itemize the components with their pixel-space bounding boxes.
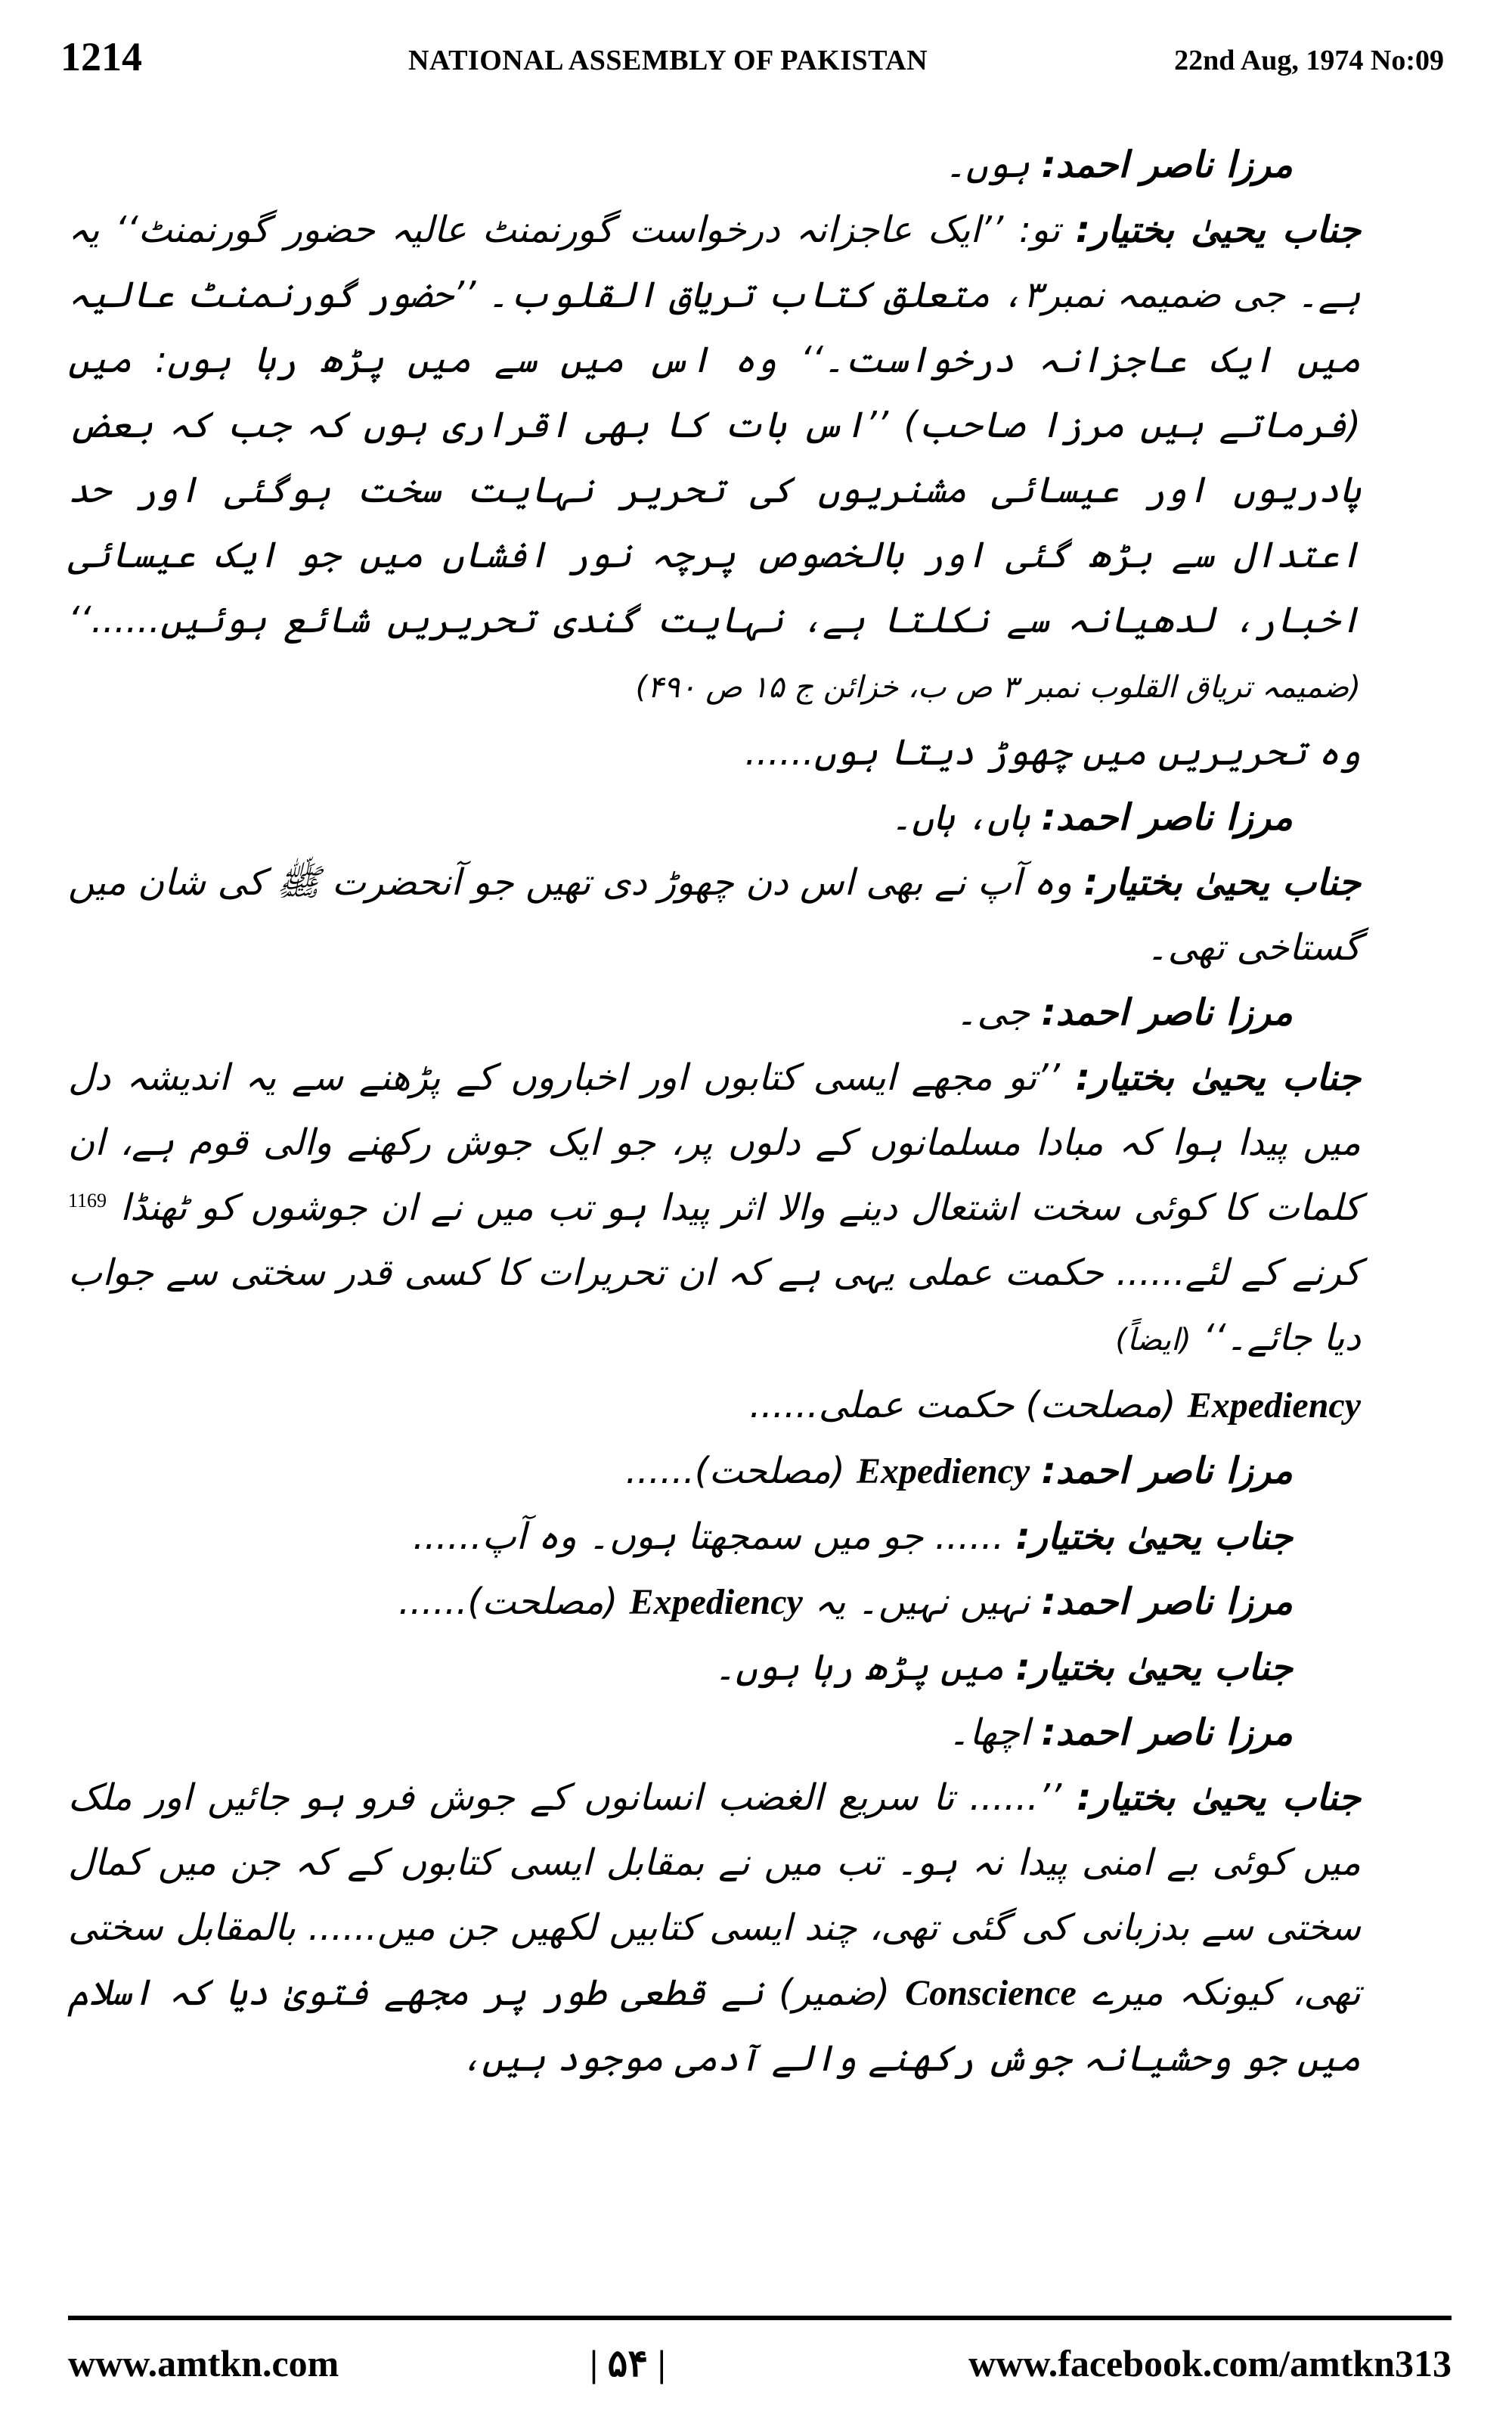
paragraph-13 [68,1700,1459,1765]
speech-text: نہیں نہیں۔ یہ [814,1581,1030,1623]
paragraph-1 [68,132,1459,197]
paragraph-14 [68,1765,1459,2091]
session-date: 22nd Aug, 1974 No:09 [1174,45,1444,76]
paragraph-8 [68,1373,1459,1438]
speech-text: جی۔ [956,991,1030,1034]
paragraph-12 [68,1635,1459,1700]
speaker-label: مرزا ناصر احمد: [1041,1581,1293,1623]
speaker-label: مرزا ناصر احمد: [1041,991,1293,1034]
page-number: 1214 [60,34,142,79]
speech-text: وہ تحریریں میں چھوڑ دیتا ہوں...... [745,731,1361,774]
speaker-label: جناب یحییٰ بختیار: [1083,861,1362,904]
speaker-label: مرزا ناصر احمد: [1041,1711,1293,1754]
paragraph-3 [68,720,1459,785]
english-term: Expediency [856,1451,1030,1491]
speech-text: ہاں، ہاں۔ [891,796,1030,839]
speaker-label: جناب یحییٰ بختیار: [1075,209,1361,251]
speech-text: ہوں۔ [944,144,1030,186]
speaker-label: جناب یحییٰ بختیار: [1077,1776,1361,1819]
english-term: Expediency [629,1582,803,1622]
paragraph-4 [68,785,1459,850]
speech-text: ...... جو میں سمجھتا ہوں۔ وہ آپ...... [413,1516,1005,1558]
page-footer [68,2333,1452,2394]
english-term: Expediency [1187,1385,1361,1426]
speech-text: (مصلحت) حکمت عملی...... [749,1384,1176,1426]
speech-text: ’’تو مجھے ایسی کتابوں اور اخباروں کے پڑھنے سے یہ اندیشہ دل میں پیدا ہوا کہ مبادا مسلمانوں کے دلوں پر، جو ایک جوش رکھنے والی قوم ہے، ان کلمات کا کوئی سخت اشتعال دینے والا اثر پیدا ہو تب میں نے ان جوشوں کو ٹھنڈا [68,1056,1361,1229]
speaker-label: جناب یحییٰ بختیار: [1075,1056,1361,1099]
speech-text: (ضمیر) نے قطعی طور پر مجھے فتویٰ دیا کہ اسلام میں جو وحشیانہ جوش رکھنے والے آدمی موجود ہیں، [68,1972,1361,2080]
citation: (ضمیمہ تریاق القلوب نمبر ۳ ص ب، خزائن ج ۱۵ ص ۴۹۰) [635,670,1361,705]
paragraph-2 [68,197,1459,720]
speech-text: ’’...... تا سریع الغضب انسانوں کے جوش فرو ہو جائیں اور ملک میں کوئی بے امنی پیدا نہ ہو۔ تب میں نے بمقابل ایسی کتابوں کے کہ جن میں کمال سختی سے بدزبانی کی گئی تھی، چند ایسی کتابیں لکھیں جن میں...... بالمقابل سختی تھی، کیونکہ میرے [68,1776,1362,2014]
website-link[interactable]: www.amtkn.com [68,2342,339,2384]
paragraph-7 [68,1045,1459,1373]
speaker-label: جناب یحییٰ بختیار: [1015,1516,1293,1558]
speech-text: اچھا۔ [948,1711,1030,1754]
paragraph-9 [68,1438,1459,1504]
speaker-label: جناب یحییٰ بختیار: [1015,1646,1293,1689]
running-title: NATIONAL ASSEMBLY OF PAKISTAN [408,45,928,76]
speaker-label: مرزا ناصر احمد: [1041,796,1293,839]
facebook-link[interactable]: www.facebook.com/amtkn313 [968,2342,1452,2384]
footnote-marker: 1169 [68,1190,107,1212]
speaker-label: مرزا ناصر احمد: [1041,144,1293,186]
speech-text: تو: ’’ایک عاجزانہ درخواست گورنمنٹ عالیہ حضور گورنمنٹ‘‘ یہ ہے۔ جی ضمیمہ نمبر۳، متعلق کتاب تریاق القلوب۔ ’’حضور گورنمنٹ عالیہ میں ایک عاجزانہ درخواست۔‘‘ وہ اس میں سے میں پڑھ رہا ہوں: میں (فرماتے ہیں مرزا صاحب) ’’اس بات کا بھی اقراری ہوں کہ جب کہ بعض پادریوں اور عیسائی مشنریوں کی تحریر نہایت سخت ہوگئی اور حد اعتدال سے بڑھ گئی اور بالخصوص پرچہ نور افشاں میں جو ایک عیسائی اخبار، لدھیانہ سے نکلتا ہے، نہایت گندی تحریریں شائع ہوئیں......‘‘ [68,209,1361,641]
speech-text: (مصلحت)...... [625,1450,845,1492]
english-term: Conscience [905,1973,1077,2013]
paragraph-10 [68,1504,1459,1569]
page-header [38,30,1474,83]
speech-text: (مصلحت)...... [398,1581,618,1623]
paragraph-11 [68,1569,1459,1635]
paragraph-6 [68,980,1459,1045]
paragraph-5 [68,850,1459,980]
speech-text: میں پڑھ رہا ہوں۔ [714,1646,1005,1689]
transcript-body [68,132,1459,2310]
speaker-label: مرزا ناصر احمد: [1041,1450,1293,1492]
speech-text: وہ آپ نے بھی اس دن چھوڑ دی تھیں جو آنحضرت ﷺ کی شان میں گستاخی تھی۔ [68,861,1361,969]
page-folio: | ۵۴ | [590,2342,666,2384]
citation: (ایضاً) [1115,1323,1191,1357]
speech-text: کرنے کے لئے...... حکمت عملی یہی ہے کہ ان تحریرات کا کسی قدر سختی سے جواب دیا جائے۔‘‘ [68,1252,1361,1359]
footer-divider [68,2316,1452,2320]
